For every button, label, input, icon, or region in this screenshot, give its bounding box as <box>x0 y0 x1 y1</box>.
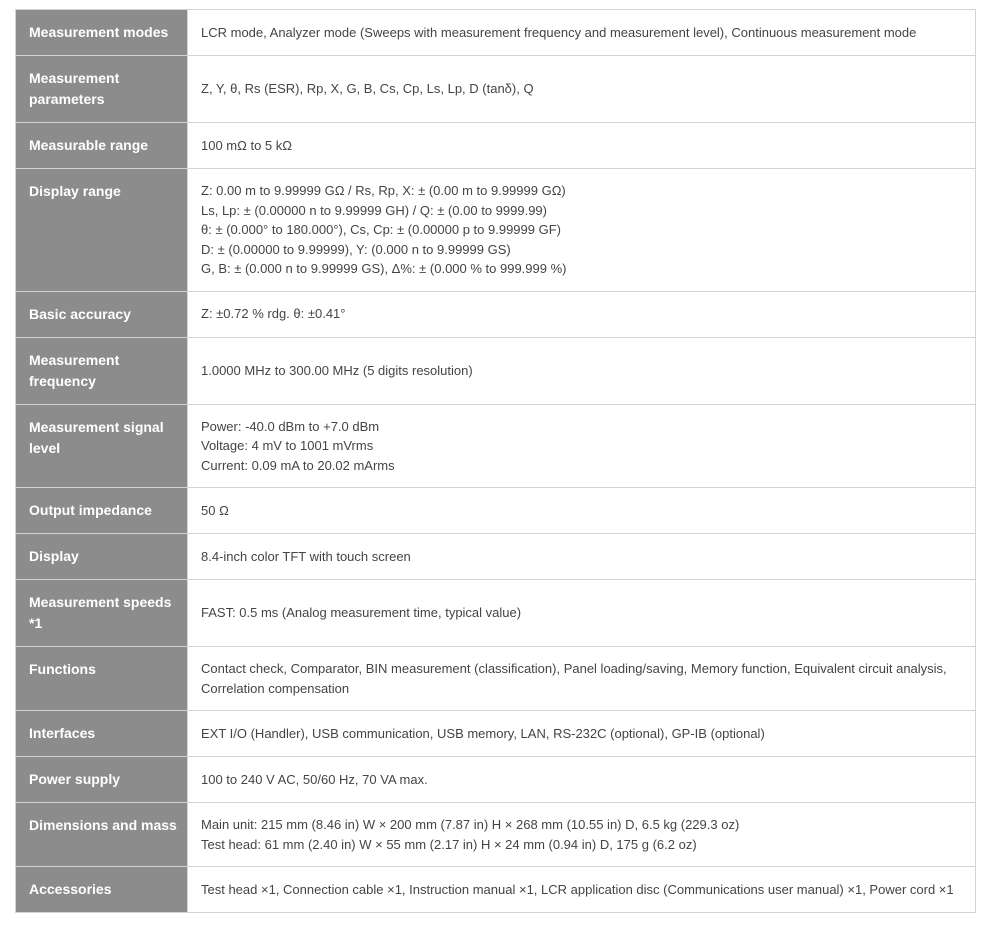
spec-label: Display range <box>16 169 188 292</box>
spec-value-line: FAST: 0.5 ms (Analog measurement time, typical value) <box>201 605 522 621</box>
spec-value-line: D: ± (0.00000 to 9.99999), Y: (0.000 n to 9.99999 GS) <box>201 241 511 257</box>
spec-value-line: Z, Y, θ, Rs (ESR), Rp, X, G, B, Cs, Cp, Ls, Lp, D (tanδ), Q <box>201 81 534 97</box>
spec-value-line: 100 to 240 V AC, 50/60 Hz, 70 VA max. <box>201 771 428 787</box>
spec-value <box>188 404 976 488</box>
spec-value-line: Voltage: 4 mV to 1001 mVrms <box>201 438 374 453</box>
spec-value-line: Power: -40.0 dBm to +7.0 dBm <box>201 418 380 434</box>
spec-row <box>16 56 976 123</box>
spec-row <box>16 757 976 803</box>
spec-row <box>16 169 976 292</box>
spec-value <box>188 647 976 711</box>
spec-value <box>188 757 976 803</box>
spec-label: Measurement speeds *1 <box>16 580 188 647</box>
spec-value <box>188 867 976 913</box>
spec-row <box>16 488 976 534</box>
spec-value-line: Main unit: 215 mm (8.46 in) W × 200 mm (7.87 in) H × 268 mm (10.55 in) D, 6.5 kg (229.3 oz) <box>201 817 740 832</box>
spec-value <box>188 169 976 292</box>
spec-label: Dimensions and mass <box>16 803 188 867</box>
spec-value <box>188 56 976 123</box>
spec-row <box>16 647 976 711</box>
spec-value <box>188 10 976 56</box>
spec-row <box>16 803 976 867</box>
spec-value-line: 1.0000 MHz to 300.00 MHz (5 digits resolution) <box>201 362 473 378</box>
spec-row <box>16 291 976 337</box>
spec-label: Measurement modes <box>16 10 188 56</box>
spec-value-line: 50 Ω <box>201 502 229 518</box>
spec-label: Interfaces <box>16 711 188 757</box>
spec-value <box>188 488 976 534</box>
spec-value-line: Z: 0.00 m to 9.99999 GΩ / Rs, Rp, X: ± (0.00 m to 9.99999 GΩ) <box>201 183 566 198</box>
spec-label: Display <box>16 534 188 580</box>
spec-value <box>188 580 976 647</box>
spec-row <box>16 337 976 404</box>
spec-value-line: Test head ×1, Connection cable ×1, Instruction manual ×1, LCR application disc (Communications user manual) ×1, Power cord ×1 <box>201 881 954 897</box>
spec-label: Measurement frequency <box>16 337 188 404</box>
spec-row <box>16 534 976 580</box>
spec-table <box>15 9 976 913</box>
spec-table-body <box>16 10 976 913</box>
spec-value <box>188 337 976 404</box>
spec-value <box>188 534 976 580</box>
spec-value <box>188 803 976 867</box>
spec-label: Output impedance <box>16 488 188 534</box>
spec-value-line: G, B: ± (0.000 n to 9.99999 GS), Δ%: ± (0.000 % to 999.999 %) <box>201 261 567 276</box>
spec-label: Measurement parameters <box>16 56 188 123</box>
spec-value-line: 100 mΩ to 5 kΩ <box>201 137 292 153</box>
spec-value-line: Ls, Lp: ± (0.00000 n to 9.99999 GH) / Q: ± (0.00 to 9999.99) <box>201 202 547 218</box>
spec-row <box>16 10 976 56</box>
spec-value-line: Test head: 61 mm (2.40 in) W × 55 mm (2.17 in) H × 24 mm (0.94 in) D, 175 g (6.2 oz) <box>201 836 697 852</box>
spec-value-line: Current: 0.09 mA to 20.02 mArms <box>201 457 395 473</box>
spec-row <box>16 123 976 169</box>
spec-row <box>16 404 976 488</box>
spec-label: Accessories <box>16 867 188 913</box>
spec-value <box>188 711 976 757</box>
spec-row <box>16 711 976 757</box>
spec-label: Functions <box>16 647 188 711</box>
spec-value-line: θ: ± (0.000° to 180.000°), Cs, Cp: ± (0.00000 p to 9.99999 GF) <box>201 222 561 237</box>
spec-value <box>188 123 976 169</box>
spec-value-line: Contact check, Comparator, BIN measurement (classification), Panel loading/saving, Memory function, Equivalent circuit analysis, Correlation compensation <box>201 661 947 696</box>
spec-row <box>16 580 976 647</box>
spec-row <box>16 867 976 913</box>
spec-value <box>188 291 976 337</box>
spec-value-line: EXT I/O (Handler), USB communication, USB memory, LAN, RS-232C (optional), GP-IB (optional) <box>201 725 765 741</box>
spec-value-line: Z: ±0.72 % rdg. θ: ±0.41° <box>201 306 346 322</box>
spec-label: Measurable range <box>16 123 188 169</box>
spec-label: Measurement signal level <box>16 404 188 488</box>
spec-label: Basic accuracy <box>16 291 188 337</box>
spec-value-line: LCR mode, Analyzer mode (Sweeps with measurement frequency and measurement level), Continuous measurement mode <box>201 24 917 40</box>
spec-label: Power supply <box>16 757 188 803</box>
spec-value-line: 8.4-inch color TFT with touch screen <box>201 548 411 564</box>
